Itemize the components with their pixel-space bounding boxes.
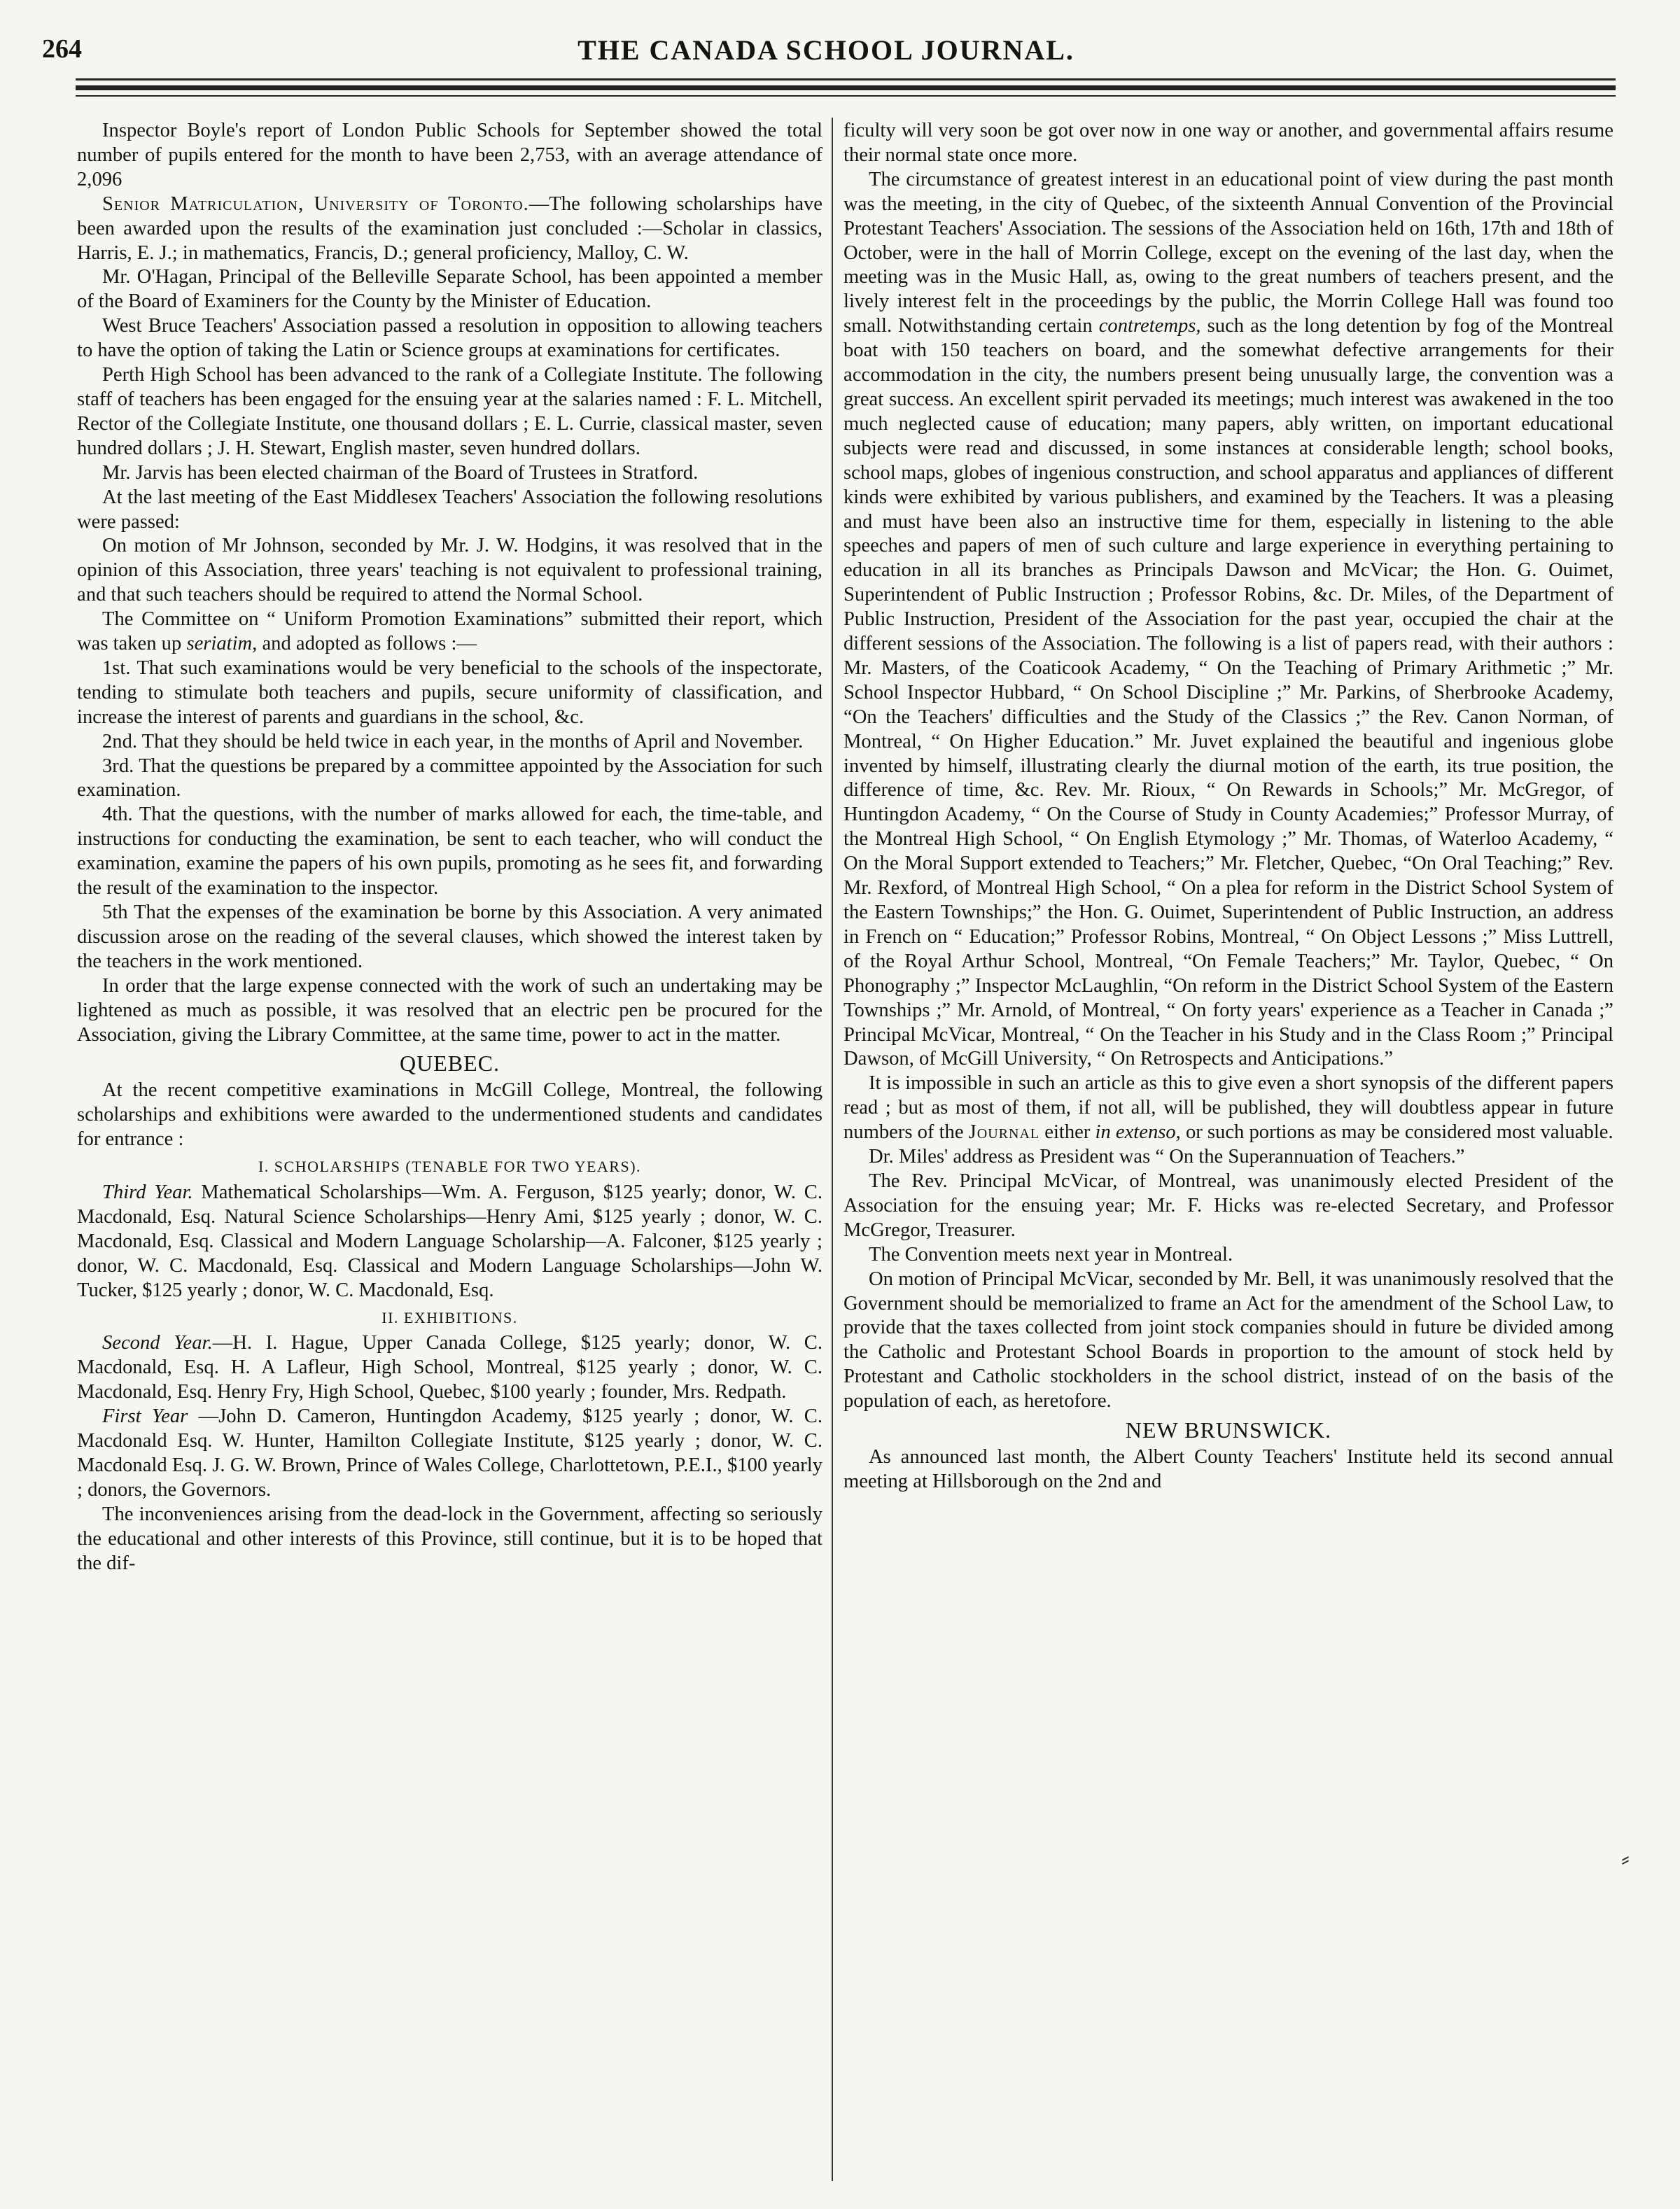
paragraph: West Bruce Teachers' Association passed a resolution in opposition to allowing teachers to have the option of taking the Latin or Science groups at examinations for certificates. (77, 315, 822, 362)
subheading-exhibitions: II. EXHIBITIONS. (382, 1308, 518, 1326)
section-lead: Senior Matriculation, University of Toronto. (102, 192, 529, 215)
paragraph: 2nd. That they should be held twice in each year, in the months of April and November. (102, 730, 804, 752)
paragraph: As announced last month, the Albert County Teachers' Institute held its second annual meeting at Hillsborough on the 2nd and (844, 1445, 1614, 1492)
subheading-scholarships: I. SCHOLARSHIPS (TENABLE FOR TWO YEARS). (258, 1158, 642, 1176)
paragraph: Mr. Jarvis has been elected chairman of the Board of Trustees in Stratford. (102, 461, 699, 484)
header-rule-thin (76, 78, 1616, 80)
paragraph: On motion of Principal McVicar, seconded by Mr. Bell, it was unanimously resolved that the Government should be memorialized to frame an Act for the amendment of the School Law, to provide that the taxes collected from joint stock companies should in future be divided among the Catholic and Protestant School Boards in proportion to the amount of stock held by Protestant and Catholic stockholders in the school district, instead of on the basis of the population of each, as heretofore. (844, 1268, 1614, 1412)
paragraph: It is impossible in such an article as this to give even a short synopsis of the different papers read ; but as most of them, if not all, will be published, they will doubtless appear in future numbers of the Journal either in extenso, or such portions as may be considered most valuable. (844, 1072, 1614, 1144)
paragraph: At the recent competitive examinations in McGill College, Montreal, the following scholarships and exhibitions were awarded to the undermentioned students and candidates for entrance : (77, 1079, 822, 1151)
paragraph: First Year —John D. Cameron, Huntingdon Academy, $125 yearly ; donor, W. C. Macdonald Esq. W. Hunter, Hamilton Collegiate Institute, $125 yearly ; donor, W. C. Macdonald Esq. J. G. W. Brown, Prince of Wales College, Charlottetown, P.E.I., $100 yearly ; donors, the Governors. (77, 1405, 822, 1501)
page-number: 264 (42, 34, 82, 64)
paragraph: 4th. That the questions, with the number of marks allowed for each, the time-table, and instructions for conducting the examination, be sent to each teacher, who will conduct the examination, examine the papers of his own pupils, promoting as he sees fit, and forwarding the result of the examination to the inspector. (77, 804, 822, 899)
paragraph: Senior Matriculation, University of Toronto.—The following scholarships have been awarded upon the results of the examination just concluded :—Scholar in classics, Harris, E. J.; in mathematics, Francis, D.; general proficiency, Malloy, C. W. (77, 192, 822, 264)
paragraph: The inconveniences arising from the dead-lock in the Government, affecting so seriously the educational and other interests of this Province, still continue, but it is to be hoped that the dif- (77, 1503, 822, 1574)
paragraph: ficulty will very soon be got over now in one way or another, and governmental affairs resume their normal state once more. (844, 120, 1614, 166)
page-header (42, 34, 1610, 76)
paragraph: Third Year. Mathematical Scholarships—Wm. A. Ferguson, $125 yearly; donor, W. C. Macdonald, Esq. Natural Science Scholarships—Henry Ami, $125 yearly ; donor, W. C. Macdonald, Esq. Classical and Modern Language Scholarship—A. Falconer, $125 yearly ; donor, W. C. Macdonald, Esq. Classical and Modern Language Scholarships—John W. Tucker, $125 yearly ; donor, W. C. Macdonald, Esq. (77, 1181, 822, 1301)
paragraph: The Rev. Principal McVicar, of Montreal, was unanimously elected President of the Association for the ensuing year; Mr. F. Hicks was re-elected Secretary, and Professor McGregor, Treasurer. (844, 1170, 1614, 1241)
paragraph: The Committee on “ Uniform Promotion Examinations” submitted their report, which was taken up seriatim, and adopted as follows :— (77, 608, 822, 655)
journal-title: THE CANADA SCHOOL JOURNAL. (578, 34, 1074, 66)
header-rule-bottom (76, 95, 1616, 97)
paragraph: Inspector Boyle's report of London Public Schools for September showed the total number of pupils entered for the month to have been 2,753, with an average attendance of 2,096 (77, 120, 822, 190)
paragraph: The circumstance of greatest interest in an educational point of view during the past month was the meeting, in the city of Quebec, of the sixteenth Annual Convention of the Provincial Protestant Teachers' Association. The sessions of the Association held on 16th, 17th and 18th of October, were in the hall of Morrin College, except on the evening of the last day, when the meeting was in the Music Hall, as, owing to the great numbers of teachers present, and the lively interest felt in the proceedings by the public, the Morrin College Hall was found too small. Notwithstanding certain contretemps, such as the long detention by fog of the Montreal boat with 150 teachers on board, and the somewhat defective arrangements for their accommodation in the city, the numbers present being unusually large, the convention was a great success. An excellent spirit pervaded its meetings; much interest was awakened in the too much neglected cause of education; many papers, ably written, on important educational subjects were read and discussed, in some instances at considerable length; school books, school maps, globes of ingenious construction, and school apparatus and appliances of different kinds were exhibited by various publishers, and examined by the Teachers. It was a pleasing and must have been also an instructive time for them, especially in listening to the able speeches and papers of men of such culture and large experience in everything pertaining to education in all its branches as Principals Dawson and McVicar; the Hon. G. Ouimet, Superintendent of Public Instruction ; Professor Robins, &c. Dr. Miles, of the Department of Public Instruction, President of the Association for the past year, occupied the chair at the different sessions of the Association. The following is a list of papers read, with their authors : Mr. Masters, of the Coaticook Academy, “ On the Teaching of Primary Arithmetic ;” Mr. School Inspector Hubbard, “ On School Discipline ;” Mr. Parkins, of Sherbrooke Academy, “On the Teachers' difficulties and the Study of the Classics ;” the Rev. Canon Norman, of Montreal, “ On Higher Education.” Mr. Juvet explained the beautiful and ingenious globe invented by himself, illustrating clearly the diurnal motion of the earth, its true position, the difference of time, &c. Rev. Mr. Rioux, “ On Rewards in Schools;” Mr. McGregor, of Huntingdon Academy, “ On the Course of Study in County Academies;” Professor Murray, of the Montreal High School, “ On English Etymology ;” Mr. Thomas, of Waterloo Academy, “ On the Moral Support extended to Teachers;” Mr. Fletcher, Quebec, “On Oral Teaching;” Rev. Mr. Rexford, of Montreal High School, “ On a plea for reform in the District School System of the Eastern Townships;” the Hon. G. Ouimet, Superintendent of Public Instruction, an address in French on “ Education;” Professor Robins, Montreal, “ On Object Lessons ;” Miss Luttrell, of the Royal Arthur School, Montreal, “On Female Teachers;” Mr. Taylor, Quebec, “ On Phonography ;” Inspector McLaughlin, “On reform in the District School System of the Eastern Townships ;” Mr. Arnold, of Montreal, “ On forty years' experience as a Teacher in Canada ;” Principal McVicar, Montreal, “ On the Teacher in his Study and in the Class Room ;” Principal Dawson, of McGill University, “ On Retrospects and Anticipations.” (844, 168, 1614, 1070)
paragraph: The Convention meets next year in Montreal. (869, 1243, 1233, 1265)
paragraph: Mr. O'Hagan, Principal of the Belleville Separate School, has been appointed a member of the Board of Examiners for the County by the Minister of Education. (77, 266, 822, 313)
section-heading-new-brunswick: NEW BRUNSWICK. (1125, 1417, 1332, 1443)
header-rule-thick (76, 85, 1616, 90)
section-heading-quebec: QUEBEC. (400, 1051, 500, 1077)
paragraph: In order that the large expense connected with the work of such an undertaking may be lightened as much as possible, it was resolved that an electric pen be procured for the Association, giving the Library Committee, at the same time, power to act in the matter. (77, 974, 822, 1046)
right-column (844, 119, 1614, 2177)
paragraph: 5th That the expenses of the examination be borne by this Association. A very animated discussion arose on the reading of the several clauses, which showed the interest taken by the teachers in the work mentioned. (77, 902, 822, 972)
margin-annotation-icon: ⸗ (1621, 1844, 1630, 1872)
paragraph: Perth High School has been advanced to the rank of a Collegiate Institute. The following staff of teachers has been engaged for the ensuing year at the salaries named : F. L. Mitchell, Rector of the Collegiate Institute, one thousand dollars ; E. L. Currie, classical master, seven hundred dollars ; J. H. Stewart, English master, seven hundred dollars. (77, 364, 822, 459)
paragraph: On motion of Mr Johnson, seconded by Mr. J. W. Hodgins, it was resolved that in the opinion of this Association, three years' teaching is not equivalent to professional training, and that such teachers should be required to attend the Normal School. (77, 535, 822, 606)
paragraph: At the last meeting of the East Middlesex Teachers' Association the following resolutions were passed: (77, 486, 822, 533)
paragraph: 1st. That such examinations would be very beneficial to the schools of the inspectorate, tending to stimulate both teachers and pupils, secure uniformity of classification, and increase the interest of parents and guardians in the school, &c. (77, 657, 822, 728)
paragraph: 3rd. That the questions be prepared by a committee appointed by the Association for such examination. (77, 755, 822, 801)
paragraph: Second Year.—H. I. Hague, Upper Canada College, $125 yearly; donor, W. C. Macdonald, Esq. H. A Lafleur, High School, Montreal, $125 yearly ; donor, W. C. Macdonald, Esq. Henry Fry, High School, Quebec, $100 yearly ; founder, Mrs. Redpath. (77, 1332, 822, 1403)
paragraph: Dr. Miles' address as President was “ On the Superannuation of Teachers.” (869, 1146, 1465, 1168)
column-divider (832, 118, 833, 2181)
left-column (77, 119, 822, 2177)
